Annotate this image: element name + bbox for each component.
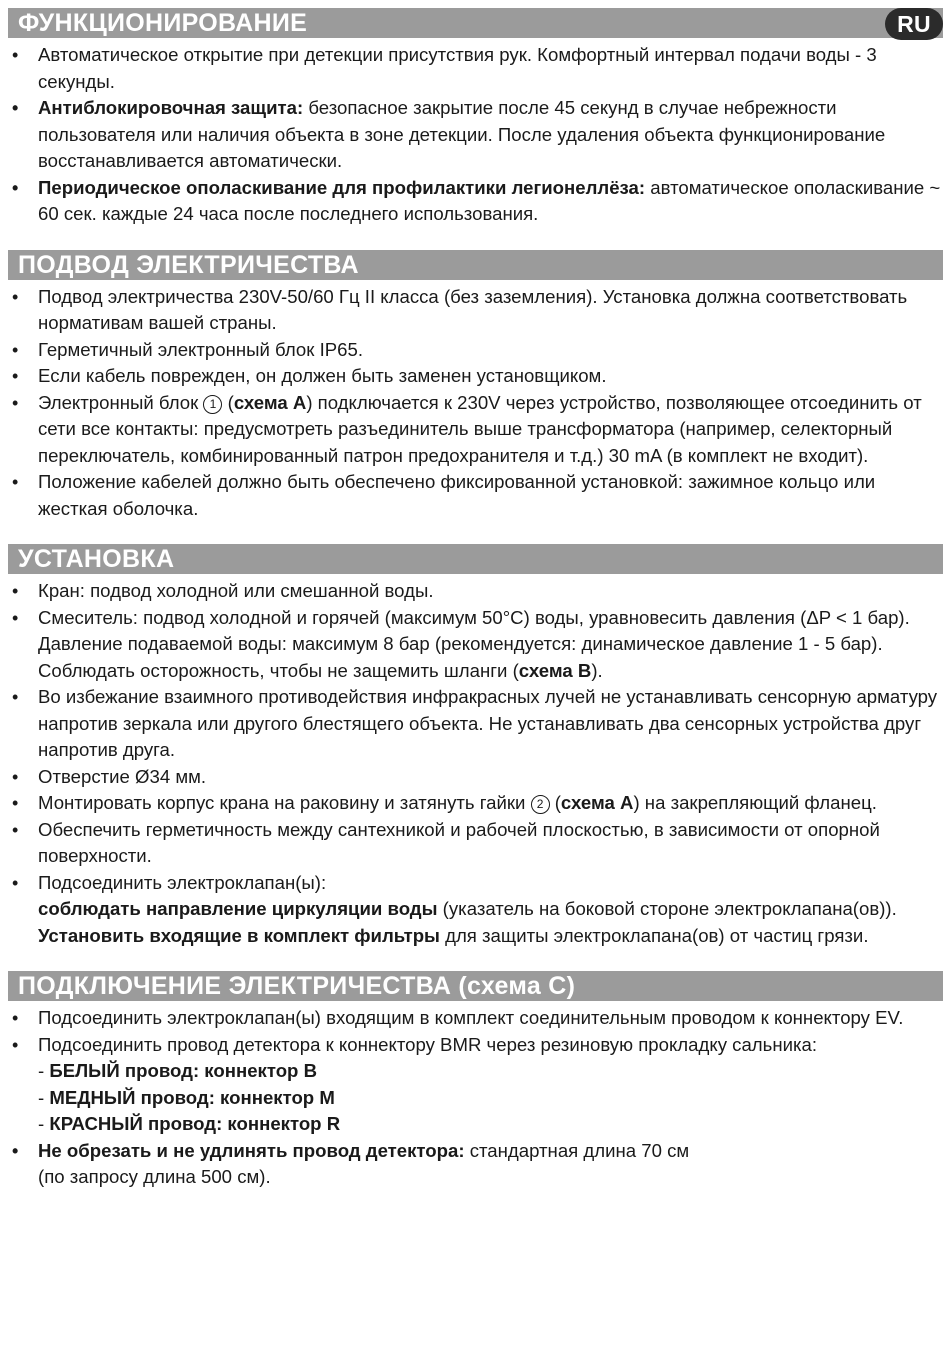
list-item: • Во избежание взаимного противодействия инфракрасных лучей не устанавливать сенсорную арматуру напротив зеркала или другого блестящего объекта. Не устанавливать два сенсорных устройства друг напротив друга. [12, 686, 938, 760]
bullet-icon: • [12, 472, 19, 492]
list-item: • Автоматическое открытие при детекции присутствия рук. Комфортный интервал подачи воды - 3 секунды. [12, 44, 877, 92]
list-item: • Герметичный электронный блок IP65. [8, 337, 943, 364]
section-header [8, 971, 943, 1001]
list-item: • Антиблокировочная защита: безопасное закрытие после 45 секунд в случае небрежности пользователя или наличия объекта в зоне детекции. После удаления объекта функционирование восстанавливается автоматически. [12, 97, 886, 171]
section-title: ПОДКЛЮЧЕНИЕ ЭЛЕКТРИЧЕСТВА (схема C) [18, 972, 576, 1000]
section-header [8, 544, 943, 574]
section-title: ФУНКЦИОНИРОВАНИЕ [18, 9, 308, 37]
bullet-icon: • [12, 872, 19, 893]
bullet-icon: • [12, 366, 19, 386]
section-title: УСТАНОВКА [18, 545, 175, 573]
list-item: • Отверстие Ø34 мм. [8, 764, 943, 791]
circled-number: 1 [203, 395, 222, 414]
section-header [8, 250, 943, 280]
bullet-icon: • [12, 766, 19, 787]
bullet-icon: • [12, 1034, 19, 1055]
language-badge: RU [885, 8, 943, 40]
list-item: • Периодическое ополаскивание для профилактики легионеллёза: автоматическое ополаскивание ~ 60 сек. каждые 24 часа после последнего использования. [12, 176, 941, 224]
section-installation [8, 544, 943, 949]
list-item: • Электронный блок 1 (схема A) подключается к 230V через устройство, позволяющее отсоединить от сети все контакты: предусмотреть разъединитель выше трансформатора (например, селекторный переключатель, комбинированный патрон предохранителя и т.д.) 30 mA (в комплект не входит). [12, 391, 922, 466]
bullet-icon: • [12, 177, 19, 198]
list-item: • Подсоединить электроклапан(ы): соблюдать направление циркуляции воды (указатель на боковой стороне электроклапана(ов)). Установить входящие в комплект фильтры для защиты электроклапана(ов) от частиц грязи. [12, 871, 897, 946]
list-item: • Подсоединить провод детектора к коннектору BMR через резиновую прокладку сальника: - БЕЛЫЙ провод: коннектор B - МЕДНЫЙ провод: коннектор M - КРАСНЫЙ провод: коннектор R [12, 1033, 818, 1134]
list-item: • Если кабель поврежден, он должен быть заменен установщиком. [8, 363, 943, 390]
circled-number: 2 [531, 795, 550, 814]
bullet-icon: • [12, 1140, 19, 1161]
list-item: • Подсоединить электроклапан(ы) входящим в комплект соединительным проводом к коннектору EV. [8, 1005, 943, 1032]
bullet-icon: • [12, 607, 19, 628]
bullet-icon: • [12, 98, 19, 118]
bullet-icon: • [12, 286, 19, 307]
list-item: • Монтировать корпус крана на раковину и затянуть гайки 2 (схема A) на закрепляющий фланец. [8, 790, 943, 817]
list-item: • Положение кабелей должно быть обеспечено фиксированной установкой: зажимное кольцо или жесткая оболочка. [12, 471, 876, 519]
bullet-icon: • [12, 581, 19, 601]
page [8, 8, 943, 1213]
list-item: • Не обрезать и не удлинять провод детектора: стандартная длина 70 см (по запросу длина 500 см). [12, 1139, 690, 1187]
list-item: • Смеситель: подвод холодной и горячей (максимум 50°C) воды, уравновесить давления (ΔP < 1 бар). Давление подаваемой воды: максимум 8 бар (рекомендуется: динамическое давление 1 - 5 бар). Соблюдать осторожность, чтобы не защемить шланги (схема B). [12, 606, 910, 681]
bullet-icon: • [12, 819, 19, 840]
bullet-list [8, 578, 943, 949]
bullet-icon: • [12, 392, 19, 413]
bullet-list [8, 284, 943, 523]
bullet-icon: • [12, 339, 19, 360]
bullet-icon: • [12, 1008, 19, 1028]
section-header [8, 8, 943, 38]
bullet-icon: • [12, 793, 19, 813]
bullet-list [8, 1005, 943, 1191]
section-electric-supply [8, 250, 943, 523]
list-item: • Кран: подвод холодной или смешанной воды. [8, 578, 943, 605]
bullet-icon: • [12, 687, 19, 707]
section-title: ПОДВОД ЭЛЕКТРИЧЕСТВА [18, 250, 359, 279]
list-item: • Подвод электричества 230V-50/60 Гц II класса (без заземления). Установка должна соответствовать нормативам вашей страны. [12, 285, 908, 333]
section-electric-connection [8, 971, 943, 1191]
list-item: • Обеспечить герметичность между сантехникой и рабочей плоскостью, в зависимости от опорной поверхности. [12, 818, 880, 866]
bullet-icon: • [12, 45, 19, 65]
bullet-list [8, 42, 943, 228]
section-functioning [8, 8, 943, 228]
